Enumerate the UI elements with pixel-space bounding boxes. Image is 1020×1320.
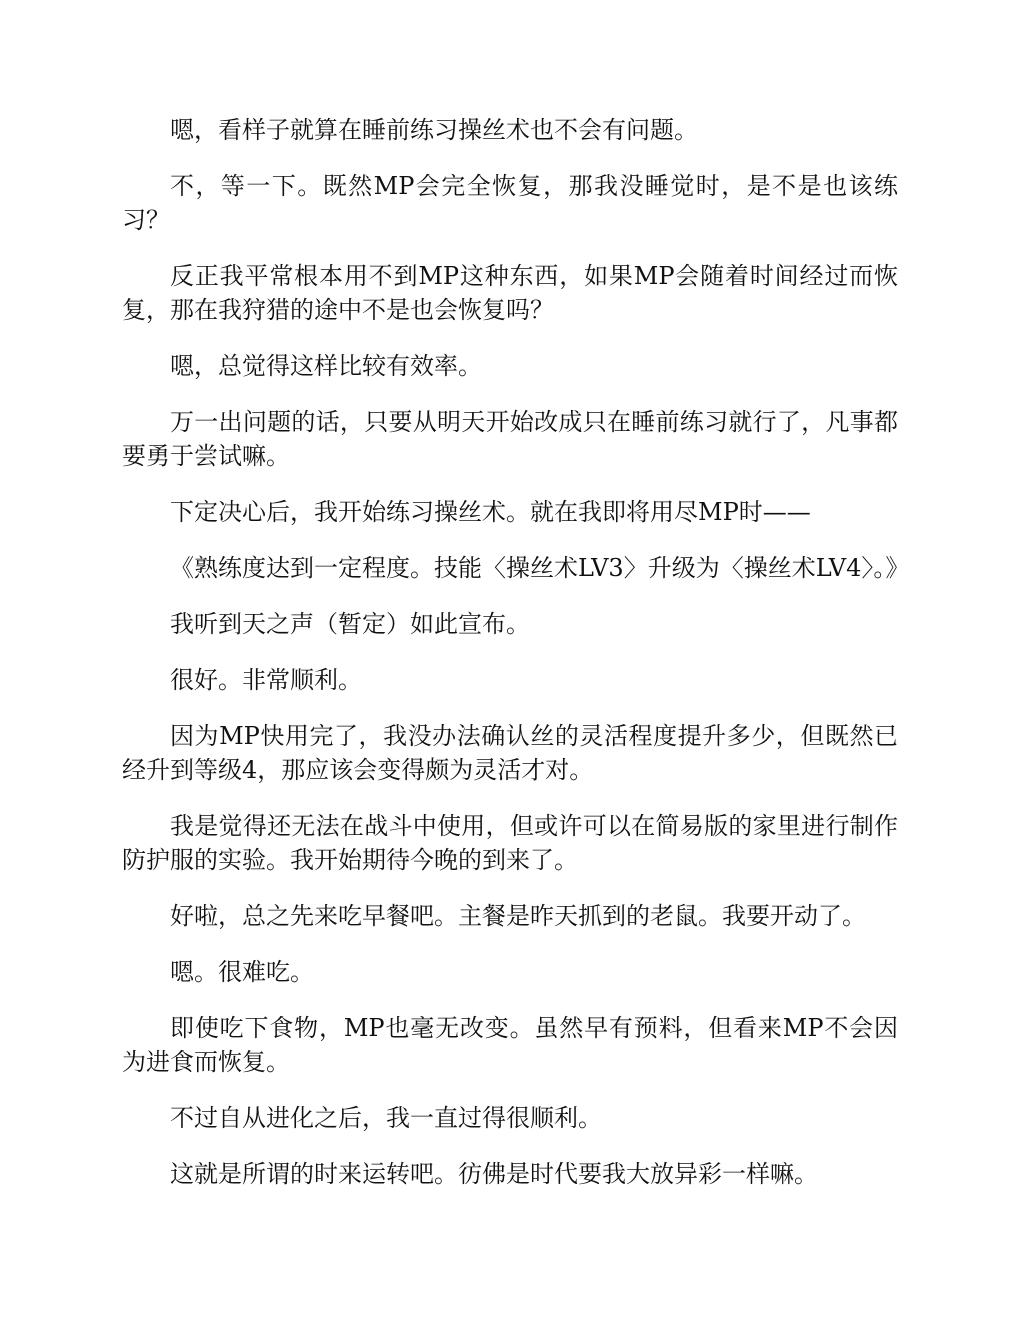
paragraph: 反正我平常根本用不到MP这种东西，如果MP会随着时间经过而恢复，那在我狩猎的途中不是也会恢复吗？ [122, 262, 898, 324]
paragraph: 万一出问题的话，只要从明天开始改成只在睡前练习就行了，凡事都要勇于尝试嘛。 [122, 408, 898, 470]
document-page [122, 113, 910, 1213]
paragraph: 我听到天之声（暂定）如此宣布。 [170, 610, 530, 638]
paragraph: 下定决心后，我开始练习操丝术。就在我即将用尽MP时—— [170, 498, 811, 526]
paragraph: 我是觉得还无法在战斗中使用，但或许可以在简易版的家里进行制作防护服的实验。我开始期待今晚的到来了。 [122, 812, 898, 874]
paragraph: 嗯，总觉得这样比较有效率。 [170, 352, 482, 380]
paragraph: 因为MP快用完了，我没办法确认丝的灵活程度提升多少，但既然已经升到等级4，那应该会变得颇为灵活才对。 [122, 722, 898, 784]
paragraph: 即使吃下食物，MP也毫无改变。虽然早有预料，但看来MP不会因为进食而恢复。 [122, 1014, 898, 1076]
paragraph: 嗯。很难吃。 [170, 958, 314, 986]
paragraph: 很好。非常顺利。 [170, 666, 362, 694]
paragraph: 《熟练度达到一定程度。技能〈操丝术LV3〉升级为〈操丝术LV4〉。》 [170, 554, 910, 582]
paragraph: 不，等一下。既然MP会完全恢复，那我没睡觉时，是不是也该练习？ [122, 172, 898, 234]
paragraph: 这就是所谓的时来运转吧。彷佛是时代要我大放异彩一样嘛。 [170, 1160, 818, 1188]
paragraph: 不过自从进化之后，我一直过得很顺利。 [170, 1104, 602, 1132]
paragraph: 好啦，总之先来吃早餐吧。主餐是昨天抓到的老鼠。我要开动了。 [170, 902, 866, 930]
paragraph: 嗯，看样子就算在睡前练习操丝术也不会有问题。 [170, 116, 698, 144]
